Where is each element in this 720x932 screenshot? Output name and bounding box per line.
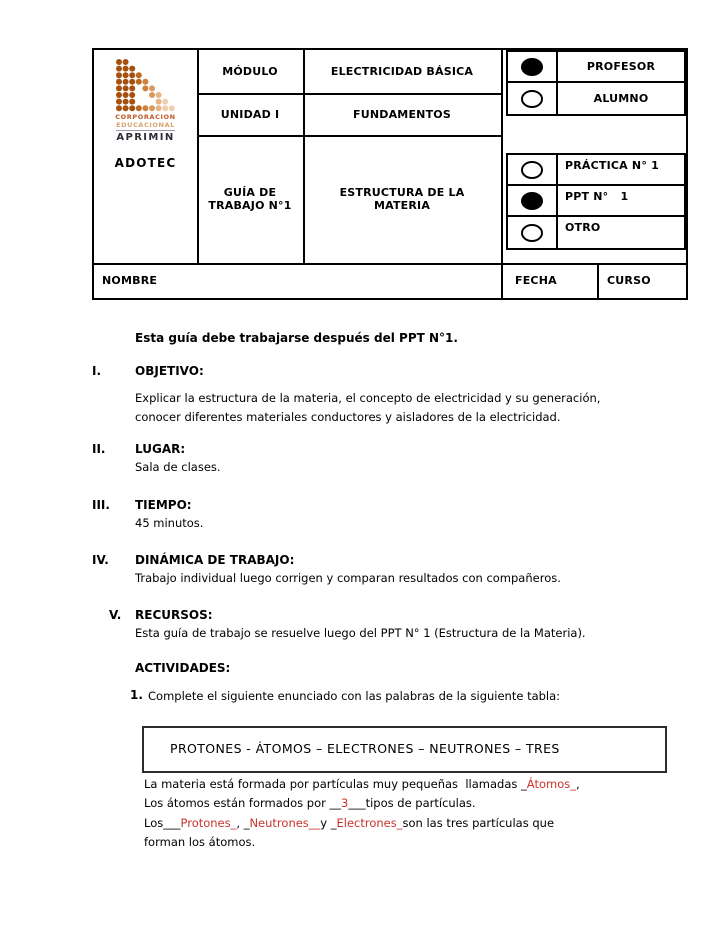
section-4-title: DINÁMICA DE TRABAJO:: [135, 553, 295, 567]
activity-item-text: Complete el siguiente enunciado con las palabras de la siguiente tabla:: [148, 689, 561, 703]
section-3-title: TIEMPO:: [135, 498, 192, 512]
ppt-row: [508, 186, 684, 217]
circle-cell: [508, 186, 558, 215]
fill-line-1: La materia está formada por partículas muy pequeñas llamadas _Átomos_,: [144, 777, 580, 791]
ppt-radio: [521, 192, 543, 210]
section-2-line-1: Sala de clases.: [135, 460, 221, 474]
circle-cell: [508, 155, 558, 184]
section-5-line-1: Esta guía de trabajo se resuelve luego del PPT N° 1 (Estructura de la Materia).: [135, 626, 586, 640]
nombre-label: NOMBRE: [102, 274, 158, 287]
modulo-value: ELECTRICIDAD BÁSICA: [330, 65, 474, 78]
practica-radio: [521, 161, 543, 179]
section-1-line-2: conocer diferentes materiales conductores y aisladores de la electricidad.: [135, 410, 561, 424]
alumno-label: ALUMNO: [593, 92, 649, 105]
logo-aprimin: APRIMIN: [116, 132, 175, 143]
logo-corporacion: CORPORACION: [115, 113, 176, 121]
section-4-numeral: IV.: [92, 553, 109, 567]
circle-cell: [508, 217, 558, 248]
profesor-row: [508, 52, 684, 83]
section-3-line-1: 45 minutos.: [135, 516, 204, 530]
intro-note: Esta guía debe trabajarse después del PPT N°1.: [135, 331, 458, 345]
unidad-label: UNIDAD I: [220, 107, 280, 121]
otro-radio: [521, 224, 543, 242]
practica-label: PRÁCTICA N° 1: [565, 159, 659, 172]
circle-cell: [508, 83, 558, 114]
logo-adotec: ADOTEC: [114, 156, 177, 170]
guia-value: ESTRUCTURA DE LA MATERIA: [339, 186, 465, 212]
section-5-numeral: V.: [109, 608, 122, 622]
actividades-title: ACTIVIDADES:: [135, 661, 231, 675]
circle-cell: [508, 52, 558, 81]
word-bank-box: [142, 726, 667, 773]
section-1-title: OBJETIVO:: [135, 364, 204, 378]
fill-line-4: forman los átomos.: [144, 835, 256, 849]
otro-label: OTRO: [565, 221, 601, 234]
divider: [501, 50, 503, 298]
profesor-label: PROFESOR: [586, 60, 656, 73]
activity-item-number: 1.: [130, 688, 143, 702]
section-2-title: LUGAR:: [135, 442, 186, 456]
fill-line-2: Los átomos están formados por __3___tipos de partículas.: [144, 796, 476, 810]
word-bank-text: PROTONES - ÁTOMOS – ELECTRONES – NEUTRONES – TRES: [170, 741, 560, 756]
aprimin-logo-dots: [114, 57, 178, 113]
section-1-numeral: I.: [92, 364, 102, 378]
alumno-row: [508, 83, 684, 114]
section-4-line-1: Trabajo individual luego corrigen y comparan resultados con compañeros.: [135, 571, 561, 585]
practica-row: [508, 155, 684, 186]
curso-label: CURSO: [607, 274, 651, 287]
unidad-value: FUNDAMENTOS: [353, 107, 451, 121]
ppt-label: PPT N° 1: [565, 190, 629, 203]
logo-educacional: EDUCACIONAL: [116, 121, 175, 129]
logo-cell: [94, 50, 197, 263]
fecha-label: FECHA: [515, 274, 557, 287]
otro-row: [508, 217, 684, 248]
section-3-numeral: III.: [92, 498, 110, 512]
profesor-radio: [521, 58, 543, 76]
modulo-label: MÓDULO: [222, 65, 278, 78]
header-table: [92, 48, 688, 300]
role-table: [506, 50, 686, 116]
section-5-title: RECURSOS:: [135, 608, 213, 622]
alumno-radio: [521, 90, 543, 108]
fill-line-3: Los___Protones_, _Neutrones__y _Electrones_son las tres partículas que: [144, 816, 555, 830]
section-1-line-1: Explicar la estructura de la materia, el concepto de electricidad y su generación,: [135, 391, 601, 405]
section-2-numeral: II.: [92, 442, 106, 456]
type-table: [506, 153, 686, 250]
guia-label: GUÍA DE TRABAJO N°1: [208, 186, 292, 212]
